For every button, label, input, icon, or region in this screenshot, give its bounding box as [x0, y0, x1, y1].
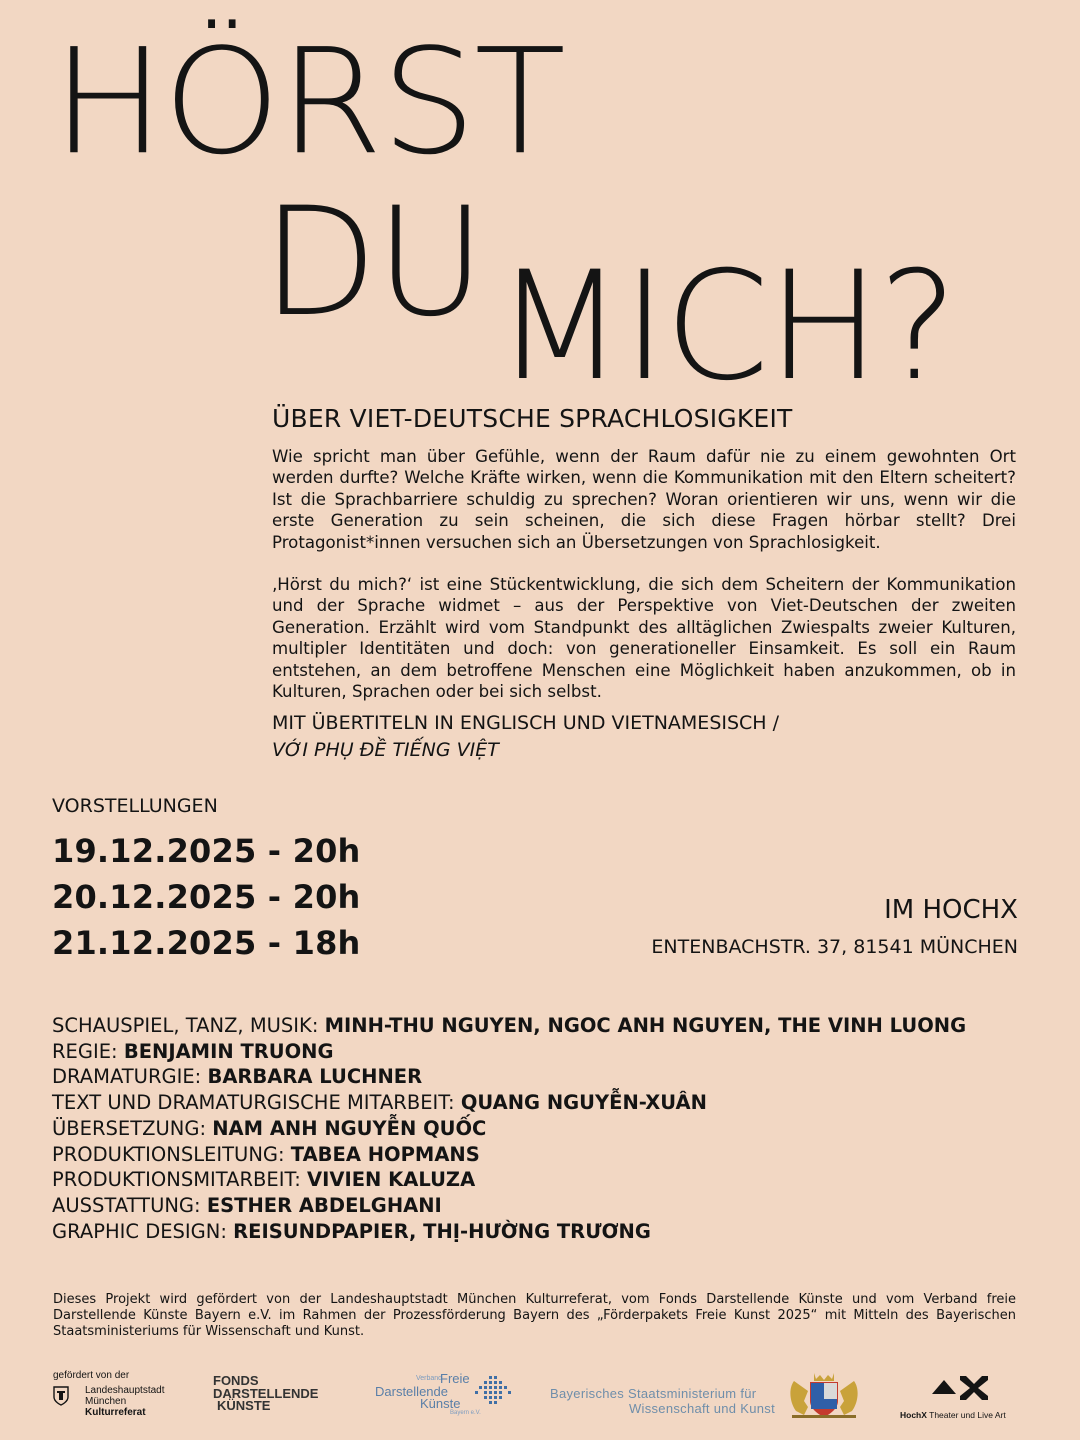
title-line-1: HÖRST: [52, 18, 564, 188]
subtitles-note-de: MIT ÜBERTITELN IN ENGLISCH UND VIETNAMESISCH /: [272, 712, 780, 734]
title-line-2: DU: [262, 176, 484, 350]
subtitles-note: [272, 710, 779, 764]
credit-names: TABEA HOPMANS: [290, 1142, 480, 1166]
credit-names: REISUNDPAPIER, THỊ-HƯỜNG TRƯƠNG: [233, 1219, 651, 1243]
munich-logo-prefix: gefördert von der: [53, 1370, 130, 1381]
credit-role: DRAMATURGIE:: [52, 1065, 208, 1089]
ministry-logo: [550, 1387, 775, 1416]
credit-names: MINH-THU NGUYEN, NGOC ANH NGUYEN, THE VINH LUONG: [324, 1014, 967, 1037]
freie-logo-line1: Freie: [440, 1371, 470, 1386]
credit-names: BENJAMIN TRUONG: [123, 1039, 334, 1063]
credit-row: [52, 1116, 966, 1142]
credit-row: [52, 1090, 966, 1116]
credit-row: [52, 1167, 966, 1193]
credit-role: GRAPHIC DESIGN:: [52, 1219, 234, 1243]
freie-logo-line4: Bayern e.V.: [450, 1410, 481, 1416]
credit-row: [52, 1219, 966, 1245]
credit-role: TEXT UND DRAMATURGISCHE MITARBEIT:: [52, 1091, 461, 1115]
credit-role: REGIE:: [52, 1039, 124, 1063]
freie-dots-icon: [475, 1376, 511, 1411]
ministry-logo-line2: Wissenschaft und Kunst: [628, 1400, 775, 1416]
freie-logo-small: Verband: [416, 1375, 443, 1382]
subtitles-note-vn: VỚI PHỤ ĐỀ TIẾNG VIỆT: [272, 739, 499, 761]
ministry-logo-line1: Bayerisches Staatsministerium für: [550, 1386, 757, 1401]
credit-names: NAM ANH NGUYỄN QUỐC: [212, 1116, 487, 1140]
credit-names: VIVIEN KALUZA: [307, 1168, 476, 1192]
credit-role: PRODUKTIONSLEITUNG:: [52, 1142, 291, 1166]
credit-names: BARBARA LUCHNER: [207, 1065, 423, 1089]
munich-logo-line3: Kulturreferat: [85, 1407, 146, 1418]
credits-list: [52, 1013, 966, 1244]
performance-date: 19.12.2025 - 20h: [52, 832, 361, 870]
intro-paragraph: Wie spricht man über Gefühle, wenn der Raum dafür nie zu einem gewohnten Ort werden durfte? Welche Kräfte wirken, wenn die Kommunikation mit den Eltern scheitert? Ist die Sprachbarriere schuldig zu sprechen? Woran orientieren wir uns, wenn wir die erste Generation zu sein scheinen, die sich diese Fragen hörbar stellt? Drei Protagonist*innen versuchen sich an Übersetzungen von Sprachlosigkeit.: [272, 447, 1016, 552]
venue-name: IM HOCHX: [884, 895, 1018, 925]
munich-logo-line2: München: [85, 1396, 127, 1407]
fonds-logo-line2: DARSTELLENDE: [213, 1385, 319, 1401]
munich-crest-icon: [53, 1386, 69, 1411]
hochx-tagline: Theater und Live Art: [929, 1410, 1006, 1420]
credit-row: [52, 1039, 966, 1065]
fonds-logo-line3: KÜNSTE: [217, 1398, 271, 1413]
fonds-logo: [213, 1375, 318, 1413]
credit-row: [52, 1142, 966, 1168]
credit-role: AUSSTATTUNG:: [52, 1193, 207, 1217]
credit-role: SCHAUSPIEL, TANZ, MUSIK:: [52, 1014, 325, 1037]
description-paragraph: ‚Hörst du mich?‘ ist eine Stückentwicklung, die sich dem Scheitern der Kommunikation und der Sprache widmet – aus der Perspektive von Viet-Deutschen der zweiten Generation. Erzählt wird vom Standpunkt des alltäglichen Zwiespalts zweier Kulturen, multipler Identitäten und doch: von generationeller Einsamkeit. Es soll ein Raum entstehen, an dem betroffene Menschen eine Möglichkeit haben anzukommen, ob in Kulturen, Sprachen oder bei sich selbst.: [272, 575, 1016, 702]
title-line-3: MICH?: [495, 240, 956, 414]
credit-names: ESTHER ABDELGHANI: [206, 1193, 442, 1217]
subtitle: ÜBER VIET-DEUTSCHE SPRACHLOSIGKEIT: [272, 404, 793, 433]
bavarian-coat-of-arms-icon: [786, 1371, 862, 1423]
venue-address: ENTENBACHSTR. 37, 81541 MÜNCHEN: [651, 936, 1018, 958]
credit-role: PRODUKTIONSMITARBEIT:: [52, 1168, 308, 1192]
freie-logo-line3: Künste: [420, 1396, 461, 1411]
munich-logo-line1: Landeshauptstadt: [85, 1385, 165, 1396]
credit-row: [52, 1064, 966, 1090]
funding-text: Dieses Projekt wird gefördert von der Landeshauptstadt München Kulturreferat, vom Fonds Darstellende Künste und vom Verband freie Darstellende Künste Bayern e.V. im Rahmen der Prozessförderung Bayern des „Förderpakets Freie Kunst 2025“ mit Mitteln des Bayerischen Staatsministeriums für Wissenschaft und Kunst.: [53, 1292, 1016, 1339]
fonds-logo-line1: FONDS: [213, 1373, 259, 1388]
munich-logo: [53, 1370, 193, 1418]
freie-logo-line2: Darstellende: [375, 1384, 448, 1399]
performance-date: 21.12.2025 - 18h: [52, 924, 361, 962]
credit-names: QUANG NGUYỄN-XUÂN: [460, 1091, 707, 1115]
credit-role: ÜBERSETZUNG:: [52, 1116, 213, 1140]
credit-row: [52, 1193, 966, 1219]
hochx-name: HochX: [900, 1410, 927, 1420]
credit-row: [52, 1013, 966, 1039]
performances-label: VORSTELLUNGEN: [52, 795, 218, 817]
hochx-mark-icon: [930, 1372, 988, 1407]
performance-date: 20.12.2025 - 20h: [52, 878, 361, 916]
